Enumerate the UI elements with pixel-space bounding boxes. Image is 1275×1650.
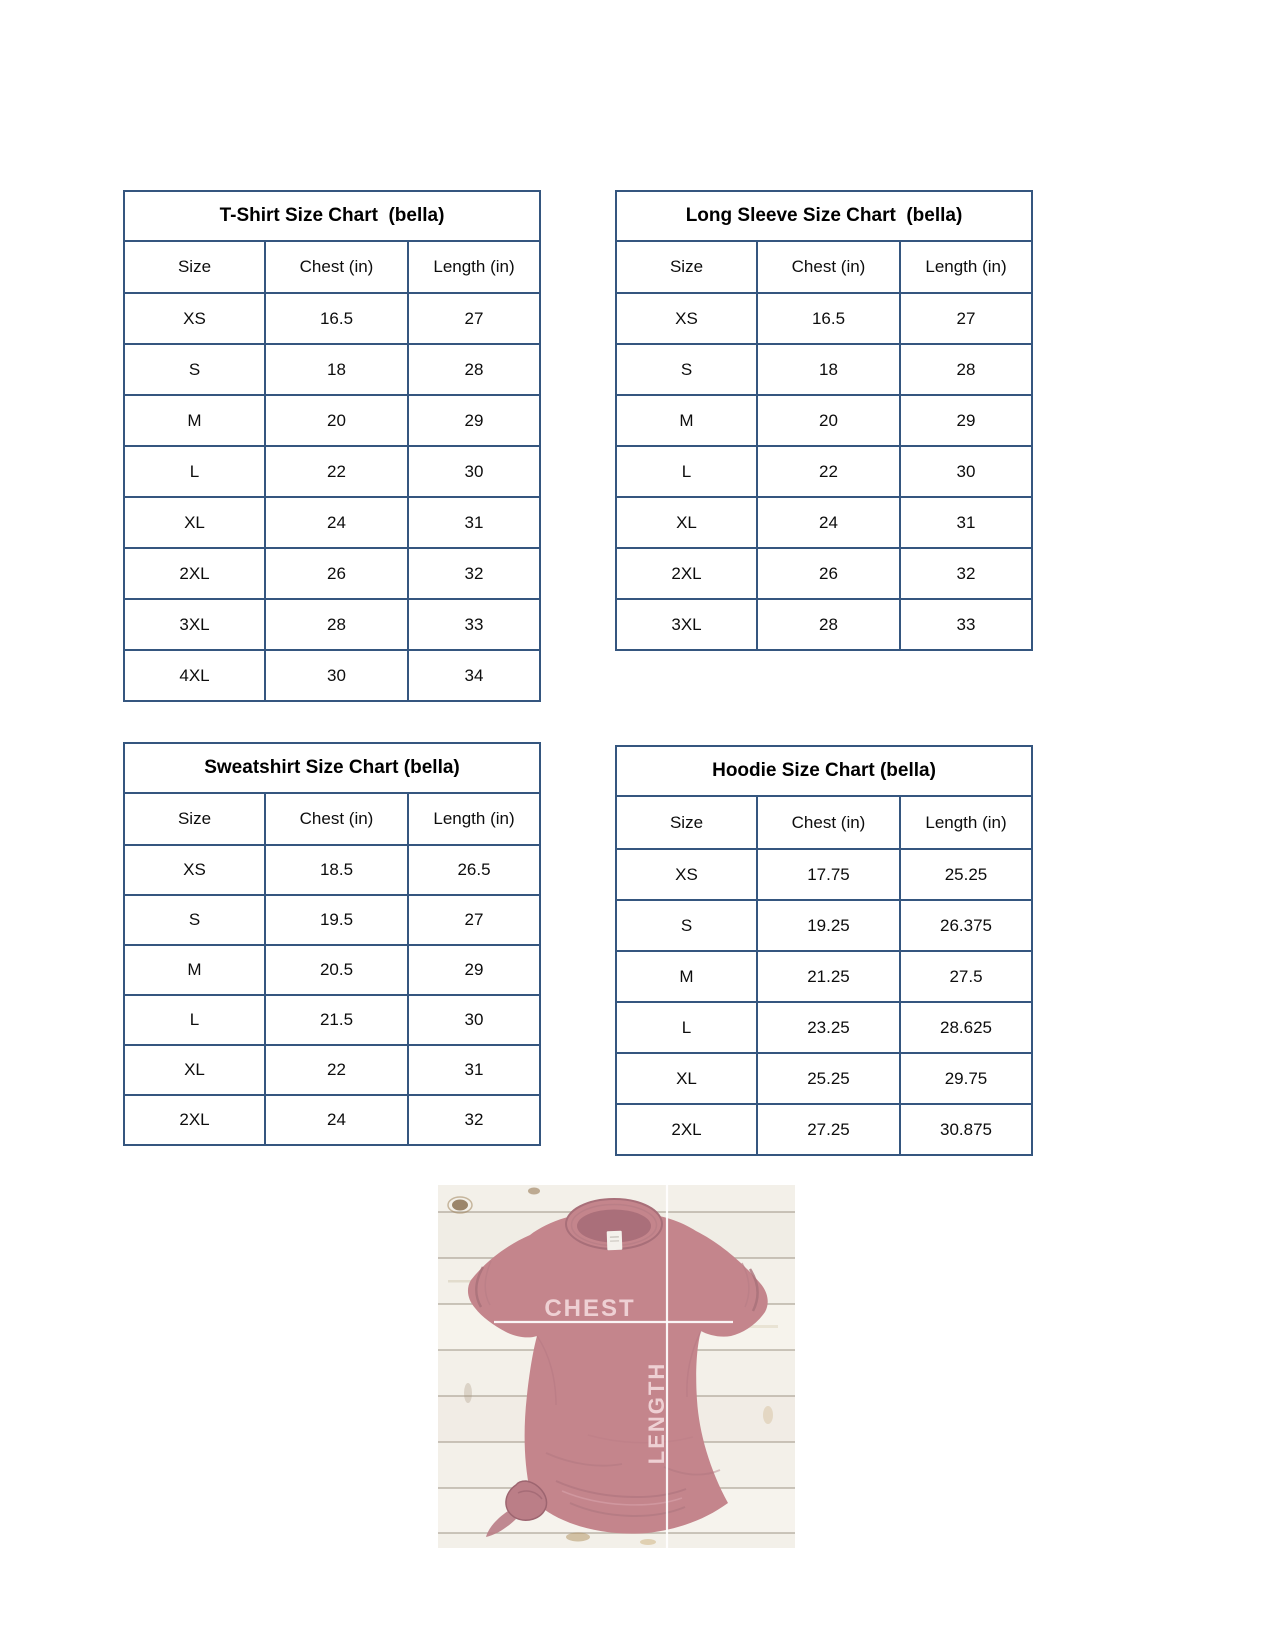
hoodie-size-chart-table [615,745,1033,1156]
chest-cell: 27.25 [757,1104,900,1155]
size-cell: 2XL [124,548,265,599]
chest-cell: 21.25 [757,951,900,1002]
size-cell: XS [124,293,265,344]
length-cell: 27 [408,293,540,344]
sweatshirt-size-chart-table [123,742,541,1146]
size-cell: M [616,951,757,1002]
table-row [616,395,1032,446]
chest-cell: 20.5 [265,945,408,995]
longsleeve-size-chart-table [615,190,1033,651]
table-row [124,995,540,1045]
chest-cell: 30 [265,650,408,701]
col-header-chest: Chest (in) [265,241,408,293]
length-label: LENGTH [644,1361,669,1465]
size-cell: L [124,995,265,1045]
chest-cell: 21.5 [265,995,408,1045]
table-title: Hoodie Size Chart (bella) [616,746,1032,796]
size-cell: L [616,1002,757,1053]
chest-cell: 19.5 [265,895,408,945]
length-cell: 32 [408,548,540,599]
tshirt-size-chart-table [123,190,541,702]
table-row [616,548,1032,599]
chest-cell: 20 [757,395,900,446]
table-row [616,497,1032,548]
col-header-length: Length (in) [408,241,540,293]
size-cell: 3XL [124,599,265,650]
chest-cell: 18 [265,344,408,395]
table-row [616,900,1032,951]
size-cell: 3XL [616,599,757,650]
size-cell: S [124,895,265,945]
length-cell: 25.25 [900,849,1032,900]
length-cell: 30 [408,446,540,497]
table-header-row [616,241,1032,293]
size-cell: XS [616,849,757,900]
table-row [616,599,1032,650]
chest-cell: 18.5 [265,845,408,895]
table-header-row [124,241,540,293]
col-header-length: Length (in) [900,796,1032,849]
neck-tag [607,1231,623,1251]
table-row [124,845,540,895]
chest-cell: 17.75 [757,849,900,900]
table-row [124,446,540,497]
length-cell: 26.375 [900,900,1032,951]
table-row [616,849,1032,900]
table-row [616,1104,1032,1155]
size-cell: M [616,395,757,446]
size-cell: S [616,900,757,951]
chest-cell: 18 [757,344,900,395]
length-cell: 30.875 [900,1104,1032,1155]
table-title: Long Sleeve Size Chart (bella) [616,191,1032,241]
table-row [124,1045,540,1095]
size-cell: XL [124,1045,265,1095]
col-header-size: Size [124,793,265,845]
length-cell: 31 [408,1045,540,1095]
size-cell: S [616,344,757,395]
size-cell: S [124,344,265,395]
length-cell: 30 [408,995,540,1045]
size-cell: L [616,446,757,497]
chest-cell: 26 [757,548,900,599]
length-cell: 32 [900,548,1032,599]
table-row [124,497,540,548]
chest-cell: 28 [265,599,408,650]
table-row [616,344,1032,395]
length-cell: 29 [408,945,540,995]
col-header-chest: Chest (in) [757,241,900,293]
length-cell: 28 [900,344,1032,395]
chest-cell: 28 [757,599,900,650]
length-cell: 29.75 [900,1053,1032,1104]
size-cell: 2XL [616,1104,757,1155]
length-cell: 28.625 [900,1002,1032,1053]
table-row [124,650,540,701]
chest-cell: 23.25 [757,1002,900,1053]
table-row [124,548,540,599]
size-cell: 2XL [616,548,757,599]
table-row [124,1095,540,1145]
chest-cell: 26 [265,548,408,599]
table-row [124,293,540,344]
tshirt-measurement-photo [438,1185,795,1548]
table-row [124,599,540,650]
length-cell: 34 [408,650,540,701]
table-row [616,446,1032,497]
table-title: T-Shirt Size Chart (bella) [124,191,540,241]
table-title: Sweatshirt Size Chart (bella) [124,743,540,793]
col-header-size: Size [124,241,265,293]
chest-label: CHEST [544,1295,636,1322]
table-row [124,344,540,395]
length-cell: 26.5 [408,845,540,895]
length-cell: 27 [900,293,1032,344]
chest-cell: 22 [265,446,408,497]
length-cell: 32 [408,1095,540,1145]
length-cell: 33 [408,599,540,650]
size-cell: M [124,945,265,995]
size-cell: L [124,446,265,497]
size-cell: 2XL [124,1095,265,1145]
size-cell: XS [616,293,757,344]
col-header-chest: Chest (in) [757,796,900,849]
length-cell: 29 [900,395,1032,446]
chest-cell: 19.25 [757,900,900,951]
table-row [616,1002,1032,1053]
length-cell: 27.5 [900,951,1032,1002]
table-header-row [616,796,1032,849]
chest-cell: 24 [757,497,900,548]
table-row [616,951,1032,1002]
size-cell: M [124,395,265,446]
col-header-length: Length (in) [900,241,1032,293]
size-cell: XS [124,845,265,895]
chest-cell: 16.5 [757,293,900,344]
chest-cell: 20 [265,395,408,446]
length-cell: 31 [408,497,540,548]
col-header-size: Size [616,796,757,849]
size-cell: XL [124,497,265,548]
chest-cell: 16.5 [265,293,408,344]
col-header-size: Size [616,241,757,293]
length-cell: 29 [408,395,540,446]
size-cell: 4XL [124,650,265,701]
table-row [124,945,540,995]
table-row [124,395,540,446]
size-cell: XL [616,497,757,548]
table-row [616,1053,1032,1104]
table-header-row [124,793,540,845]
length-cell: 31 [900,497,1032,548]
length-cell: 33 [900,599,1032,650]
col-header-length: Length (in) [408,793,540,845]
chest-cell: 22 [757,446,900,497]
chest-cell: 24 [265,1095,408,1145]
size-cell: XL [616,1053,757,1104]
col-header-chest: Chest (in) [265,793,408,845]
chest-cell: 24 [265,497,408,548]
length-cell: 30 [900,446,1032,497]
length-cell: 28 [408,344,540,395]
table-row [124,895,540,945]
chest-cell: 22 [265,1045,408,1095]
table-row [616,293,1032,344]
length-cell: 27 [408,895,540,945]
chest-cell: 25.25 [757,1053,900,1104]
